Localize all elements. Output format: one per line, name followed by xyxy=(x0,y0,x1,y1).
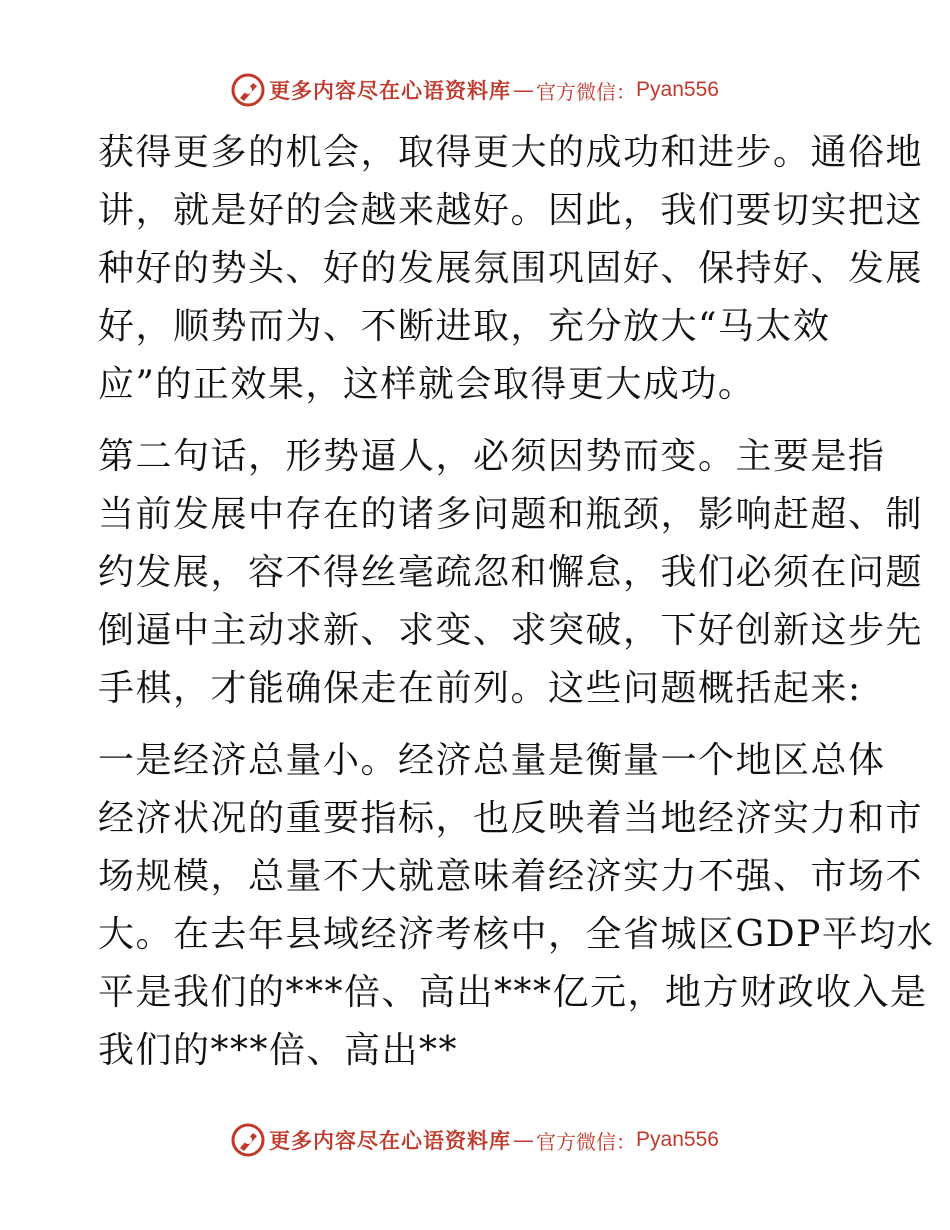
text-line: 我们的***倍、高出** xyxy=(98,1030,459,1071)
watermark-label: 官方微信： xyxy=(536,79,637,104)
watermark-account: Pyan556 xyxy=(636,1128,719,1151)
watermark-site-text: 更多内容尽在心语资料库 xyxy=(269,1128,512,1153)
text-line: 约发展，容不得丝毫疏忽和懈怠，我们必须在问题 xyxy=(98,552,924,593)
text-line: 讲，就是好的会越来越好。因此，我们要切实把这 xyxy=(98,190,924,231)
document-body xyxy=(98,124,935,1080)
watermark-account: Pyan556 xyxy=(636,78,719,101)
pen-logo-icon xyxy=(231,73,265,107)
text-line: 种好的势头、好的发展氛围巩固好、保持好、发展 xyxy=(98,248,924,289)
text-line: 第二句话，形势逼人，必须因势而变。主要是指 xyxy=(98,436,886,477)
pen-logo-icon xyxy=(231,1123,265,1157)
paragraph-3 xyxy=(98,732,935,1080)
text-line: 平是我们的***倍、高出***亿元，地方财政收入是 xyxy=(98,972,928,1013)
text-line: 获得更多的机会，取得更大的成功和进步。通俗地 xyxy=(98,132,924,173)
watermark-site-text: 更多内容尽在心语资料库 xyxy=(269,78,512,103)
text-line: 场规模，总量不大就意味着经济实力不强、市场不 xyxy=(98,856,924,897)
text-line: 应”的正效果，这样就会取得更大成功。 xyxy=(98,364,756,405)
watermark-dash: — xyxy=(513,1128,535,1152)
text-line: 大。在去年县域经济考核中，全省城区GDP平均水 xyxy=(98,914,935,955)
text-line: 好，顺势而为、不断进取，充分放大“马太效 xyxy=(98,306,831,347)
text-line: 经济状况的重要指标，也反映着当地经济实力和市 xyxy=(98,798,924,839)
watermark-dash: — xyxy=(513,78,535,102)
text-line: 倒逼中主动求新、求变、求突破，下好创新这步先 xyxy=(98,610,924,651)
footer-watermark xyxy=(0,1120,950,1160)
text-line: 手棋，才能确保走在前列。这些问题概括起来: xyxy=(98,668,862,709)
watermark-label: 官方微信： xyxy=(536,1129,637,1154)
text-line: 一是经济总量小。经济总量是衡量一个地区总体 xyxy=(98,740,886,781)
text-line: 当前发展中存在的诸多问题和瓶颈，影响赶超、制 xyxy=(98,494,924,535)
header-watermark xyxy=(0,70,950,110)
paragraph-1 xyxy=(98,124,924,414)
paragraph-2 xyxy=(98,428,924,718)
